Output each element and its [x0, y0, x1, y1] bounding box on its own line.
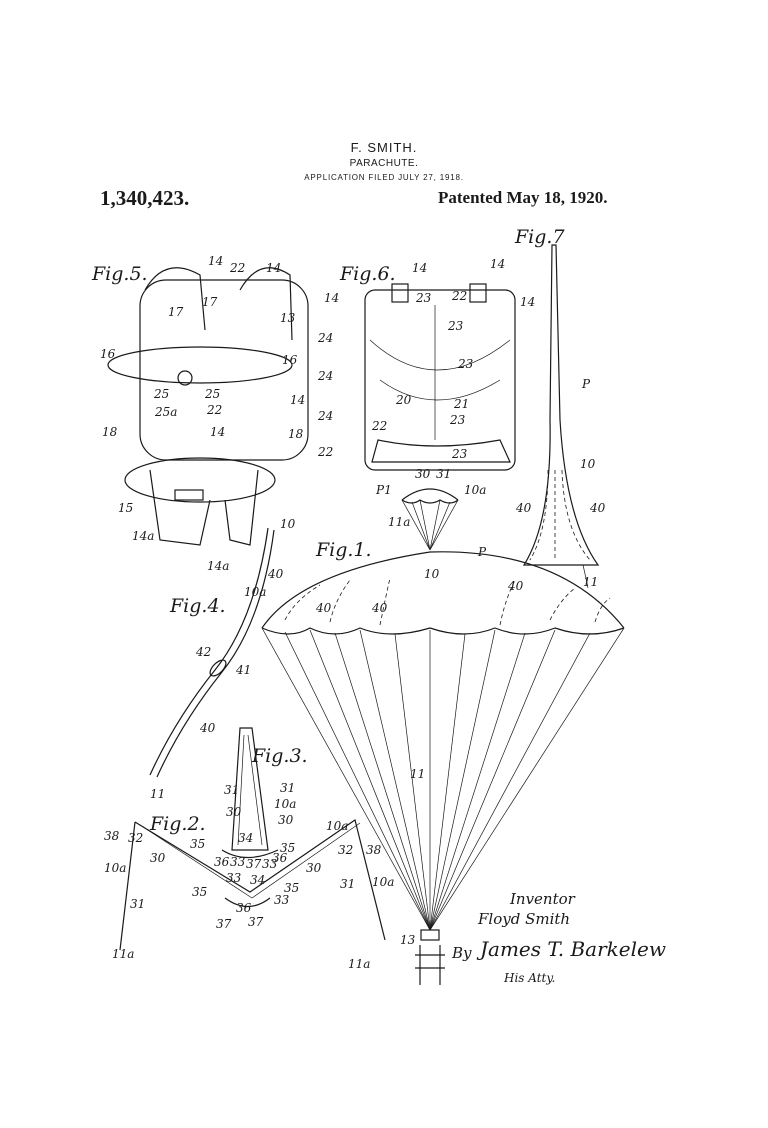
leg-strap	[125, 458, 275, 502]
canopy-top	[262, 552, 624, 628]
ref-11: 11	[410, 767, 426, 781]
ref-31: 31	[340, 877, 356, 891]
ref-35: 35	[190, 837, 206, 851]
ref-22: 22	[452, 289, 468, 303]
pack-body	[365, 290, 515, 470]
fig6-pack	[365, 284, 515, 470]
pilot-canopy	[402, 489, 458, 500]
harness-ring	[421, 930, 439, 940]
ref-38: 38	[104, 829, 120, 843]
ref-23: 23	[416, 291, 432, 305]
ref-33: 33	[274, 893, 290, 907]
inventor-label: Inventor	[510, 890, 575, 908]
ref-17: 17	[168, 305, 184, 319]
ref-14: 14	[324, 291, 340, 305]
ref-18: 18	[102, 425, 118, 439]
ref-23: 23	[452, 447, 468, 461]
packed-canopy	[524, 245, 598, 565]
shroud-lines	[262, 628, 624, 930]
ref-23: 23	[450, 413, 466, 427]
ref-21: 21	[454, 397, 470, 411]
fold-line	[285, 585, 320, 620]
ref-40: 40	[200, 721, 216, 735]
ref-31: 31	[224, 783, 240, 797]
ref-37: 37	[246, 857, 262, 871]
ref-P: P	[478, 545, 487, 559]
ref-22: 22	[372, 419, 388, 433]
leg-loops	[150, 470, 258, 545]
ref-40: 40	[268, 567, 284, 581]
ref-33: 33	[226, 871, 242, 885]
ref-11a: 11a	[112, 947, 135, 961]
ref-41: 41	[236, 663, 252, 677]
attorney-signature: James T. Barkelew	[480, 937, 666, 961]
ref-23: 23	[458, 357, 474, 371]
filing-info: APPLICATION FILED JULY 27, 1918.	[304, 173, 464, 182]
ref-10a: 10a	[372, 875, 395, 889]
ref-35: 35	[192, 885, 208, 899]
ref-23: 23	[448, 319, 464, 333]
ref-14: 14	[490, 257, 506, 271]
fig6-label: Fig.6.	[340, 263, 396, 285]
ref-33: 33	[230, 855, 246, 869]
ref-10: 10	[424, 567, 440, 581]
fig4-label: Fig.4.	[170, 595, 226, 617]
ref-42: 42	[196, 645, 212, 659]
ref-35: 35	[280, 841, 296, 855]
ref-11a: 11a	[348, 957, 371, 971]
by-label: By	[452, 944, 472, 962]
fig3-label: Fig.3.	[252, 745, 308, 767]
patent-date: Patented May 18, 1920.	[438, 188, 608, 207]
ref-22: 22	[230, 261, 246, 275]
pack-cords	[370, 305, 510, 440]
ref-P1: P1	[376, 483, 392, 497]
ref-13: 13	[280, 311, 296, 325]
shoulder-straps	[145, 268, 292, 340]
ref-30: 30	[415, 467, 431, 481]
ref-40: 40	[508, 579, 524, 593]
ref-14: 14	[290, 393, 306, 407]
ref-10a: 10a	[104, 861, 127, 875]
ref-24: 24	[318, 369, 334, 383]
ref-11a: 11a	[388, 515, 411, 529]
ref-11: 11	[150, 787, 166, 801]
ref-31: 31	[280, 781, 296, 795]
ref-17: 17	[202, 295, 218, 309]
ref-37: 37	[216, 917, 232, 931]
ref-10a: 10a	[244, 585, 267, 599]
ref-14: 14	[520, 295, 536, 309]
fig5-label: Fig.5.	[92, 263, 148, 285]
ref-36: 36	[214, 855, 230, 869]
ref-18: 18	[288, 427, 304, 441]
fig7-label: Fig.7	[515, 226, 565, 248]
fold-line	[330, 580, 350, 622]
ref-25: 25	[205, 387, 221, 401]
ref-22: 22	[318, 445, 334, 459]
ref-15: 15	[118, 501, 134, 515]
ref-10: 10	[280, 517, 296, 531]
ref-30: 30	[226, 805, 242, 819]
invention-title: PARACHUTE.	[349, 158, 419, 169]
ref-14: 14	[210, 425, 226, 439]
ref-20: 20	[396, 393, 412, 407]
leg-buckle	[175, 490, 203, 500]
harness-body	[415, 945, 445, 985]
ref-38: 38	[366, 843, 382, 857]
canopy-skirt	[262, 628, 624, 634]
ref-36: 36	[236, 901, 252, 915]
ref-40: 40	[516, 501, 532, 515]
ref-14a: 14a	[207, 559, 230, 573]
ref-14: 14	[208, 254, 224, 268]
ref-10a: 10a	[274, 797, 297, 811]
ref-24: 24	[318, 409, 334, 423]
ref-30: 30	[306, 861, 322, 875]
ref-14: 14	[266, 261, 282, 275]
ref-31: 31	[130, 897, 146, 911]
ref-40: 40	[316, 601, 332, 615]
pack-strap-right	[470, 284, 486, 302]
ref-37: 37	[248, 915, 264, 929]
ref-33: 33	[262, 857, 278, 871]
ref-24: 24	[318, 331, 334, 345]
ref-25a: 25a	[155, 405, 178, 419]
ref-40: 40	[590, 501, 606, 515]
fig2-label: Fig.2.	[150, 813, 206, 835]
ref-36: 36	[272, 851, 288, 865]
ref-16: 16	[100, 347, 116, 361]
ref-40: 40	[372, 601, 388, 615]
ref-34: 34	[250, 873, 266, 887]
ref-11: 11	[583, 575, 599, 589]
inventor-name: F. SMITH.	[350, 140, 418, 155]
chest-strap	[108, 347, 292, 383]
fig1-label: Fig.1.	[316, 539, 372, 561]
ref-13: 13	[400, 933, 416, 947]
ref-25: 25	[154, 387, 170, 401]
ref-30: 30	[150, 851, 166, 865]
ref-34: 34	[238, 831, 254, 845]
pack-strap-left	[392, 284, 408, 302]
ref-14: 14	[412, 261, 428, 275]
ref-10a: 10a	[326, 819, 349, 833]
ref-22: 22	[207, 403, 223, 417]
ref-32: 32	[338, 843, 354, 857]
ref-P: P	[582, 377, 591, 391]
packed-folds	[530, 470, 590, 560]
ref-10a: 10a	[464, 483, 487, 497]
fold-line	[550, 588, 575, 620]
ref-16: 16	[282, 353, 298, 367]
patent-number: 1,340,423.	[100, 186, 190, 210]
attorney-role: His Atty.	[504, 971, 556, 985]
ref-32: 32	[128, 831, 144, 845]
ref-14a: 14a	[132, 529, 155, 543]
ref-31: 31	[436, 467, 452, 481]
pack-flap	[372, 440, 510, 462]
ref-35: 35	[284, 881, 300, 895]
ref-10: 10	[580, 457, 596, 471]
ref-30: 30	[278, 813, 294, 827]
inventor-signature: Floyd Smith	[478, 910, 571, 928]
